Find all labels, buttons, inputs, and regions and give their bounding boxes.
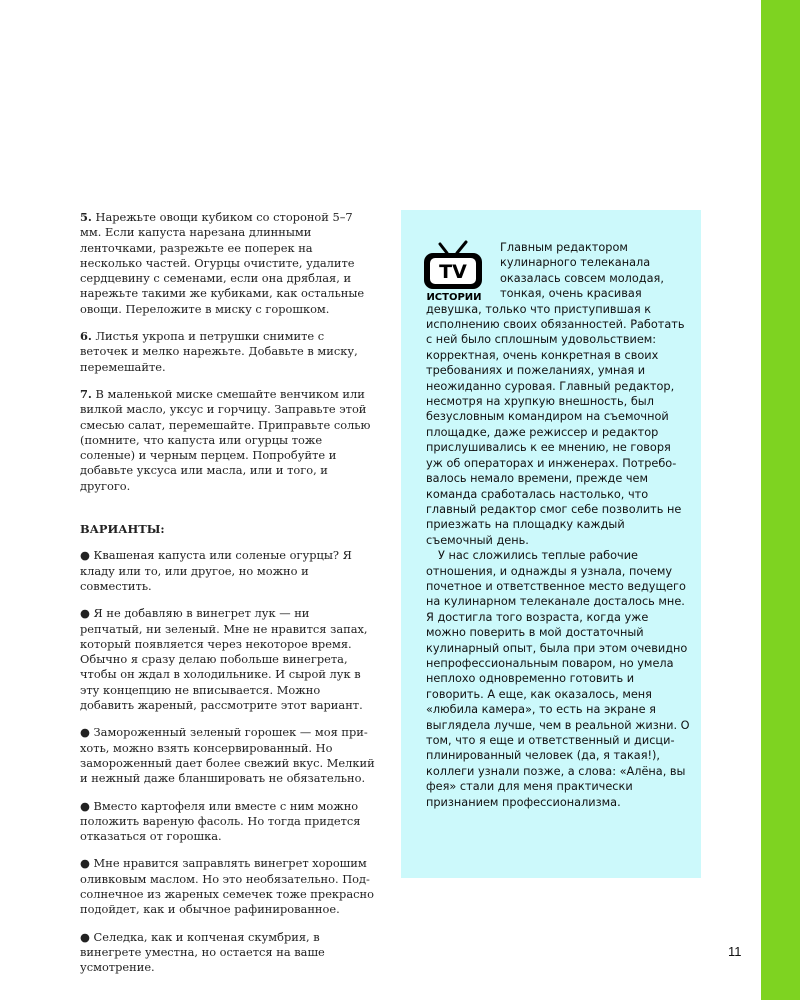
tv-stories-sidebar [401, 210, 701, 878]
variant-item: ● Мне нравится заправлять винегрет хорошим оливковым маслом. Но это необязательно. Подсолнечное из жареных семечек тоже прекрасно подойдет, как и обычное рафинированное. [80, 856, 374, 917]
variant-item: ● Замороженный зеленый горошек — моя прихоть, можно взять консервированный. Но замороженный дает более свежий вкус. Мелкий и нежный даже бланшировать не обязательно. [80, 725, 375, 786]
variants-heading: ВАРИАНТЫ: [80, 522, 165, 537]
variant-item: ● Вместо картофеля или вместе с ним можно положить вареную фасоль. Но тогда придется отказаться от горошка. [80, 798, 361, 844]
tv-stories-label: ИСТОРИИ [426, 292, 482, 303]
page-number: 11 [728, 944, 742, 959]
story-paragraph: У нас сложились теплые рабочие отношения, и однажды я узнала, почему почетное и ответственное место ведущего на кулинарном телеканале досталось мне. Я достигла того возраста, когда уже можно поверить в мой достаточный кулинарный опыт, была при этом очевидно непрофессиональным поваром, но умела неплохо одновременно готовить и говорить. А еще, как оказалось, меня «любила камера», то есть на экране я выглядела лучше, чем в реальной жизни. О том, что я еще и ответственный и дисциплинированный человек (да, я такая!), коллеги узнали позже, а слова: «Алёна, вы фея» стали для меня практически признанием профессионализма. [426, 549, 690, 809]
svg-text:TV: TV [439, 261, 467, 283]
variant-item: ● Квашеная капуста или соленые огурцы? Я кладу или то, или другое, но можно и совместить. [80, 548, 352, 593]
step-7: 7. В маленькой миске смешайте венчиком или вилкой масло, уксус и горчицу. Заправьте этой смесью салат, перемешайте. Приправьте солью (помните, что капуста или огурцы тоже соленые) и черным перцем. Попробуйте и добавьте уксуса или масла, или и того, и другого. [80, 386, 371, 493]
variant-item: ● Я не добавляю в винегрет лук — ни репчатый, ни зеленый. Мне не нравится запах, который появляется через некоторое время. Обычно я сразу делаю побольше винегрета, чтобы он ждал в холодильнике. И сырой лук в эту концепцию не вписывается. Можно добавить жареный, рассмотрите этот вариант. [80, 606, 368, 713]
variant-item: ● Селедка, как и копченая скумбрия, в винегрете уместна, но остается на ваше усмотрение. [80, 929, 325, 975]
page-edge-accent [761, 0, 800, 1000]
sidebar-story [426, 240, 691, 810]
step-6: 6. Листья укропа и петрушки снимите с веточек и мелко нарежьте. Добавьте в миску, перемешайте. [80, 329, 358, 374]
story-paragraph: Главным редактором кулинарного телеканала оказалась совсем молодая, тонкая, очень красивая девушка, только что приступившая к исполнению своих обязанностей. Работать с ней было сплошным удовольствием: корректная, очень конкретная в своих требованиях и пожеланиях, умная и неожиданно суровая. Главный редактор, несмотря на хрупкую внешность, был безусловным командиром на съемочной площадке, даже режиссер и редактор прислушивались к ее мнению, не говоря уж об операторах и инженерах. Потребовалось немало времени, прежде чем команда сработалась настолько, что главный редактор смог себе позволить не приезжать на площадку каждый съемочный день. [426, 241, 685, 547]
recipe-column [80, 210, 375, 987]
step-5: 5. Нарежьте овощи кубиком со стороной 5–7 мм. Если капуста нарезана длинными ленточками, разрежьте ее поперек на несколько частей. Огурцы очистите, удалите сердцевину с семенами, если она дряблая, и нарежьте такими же кубиками, как остальные овощи. Переложите в миску с горошком. [80, 210, 365, 316]
